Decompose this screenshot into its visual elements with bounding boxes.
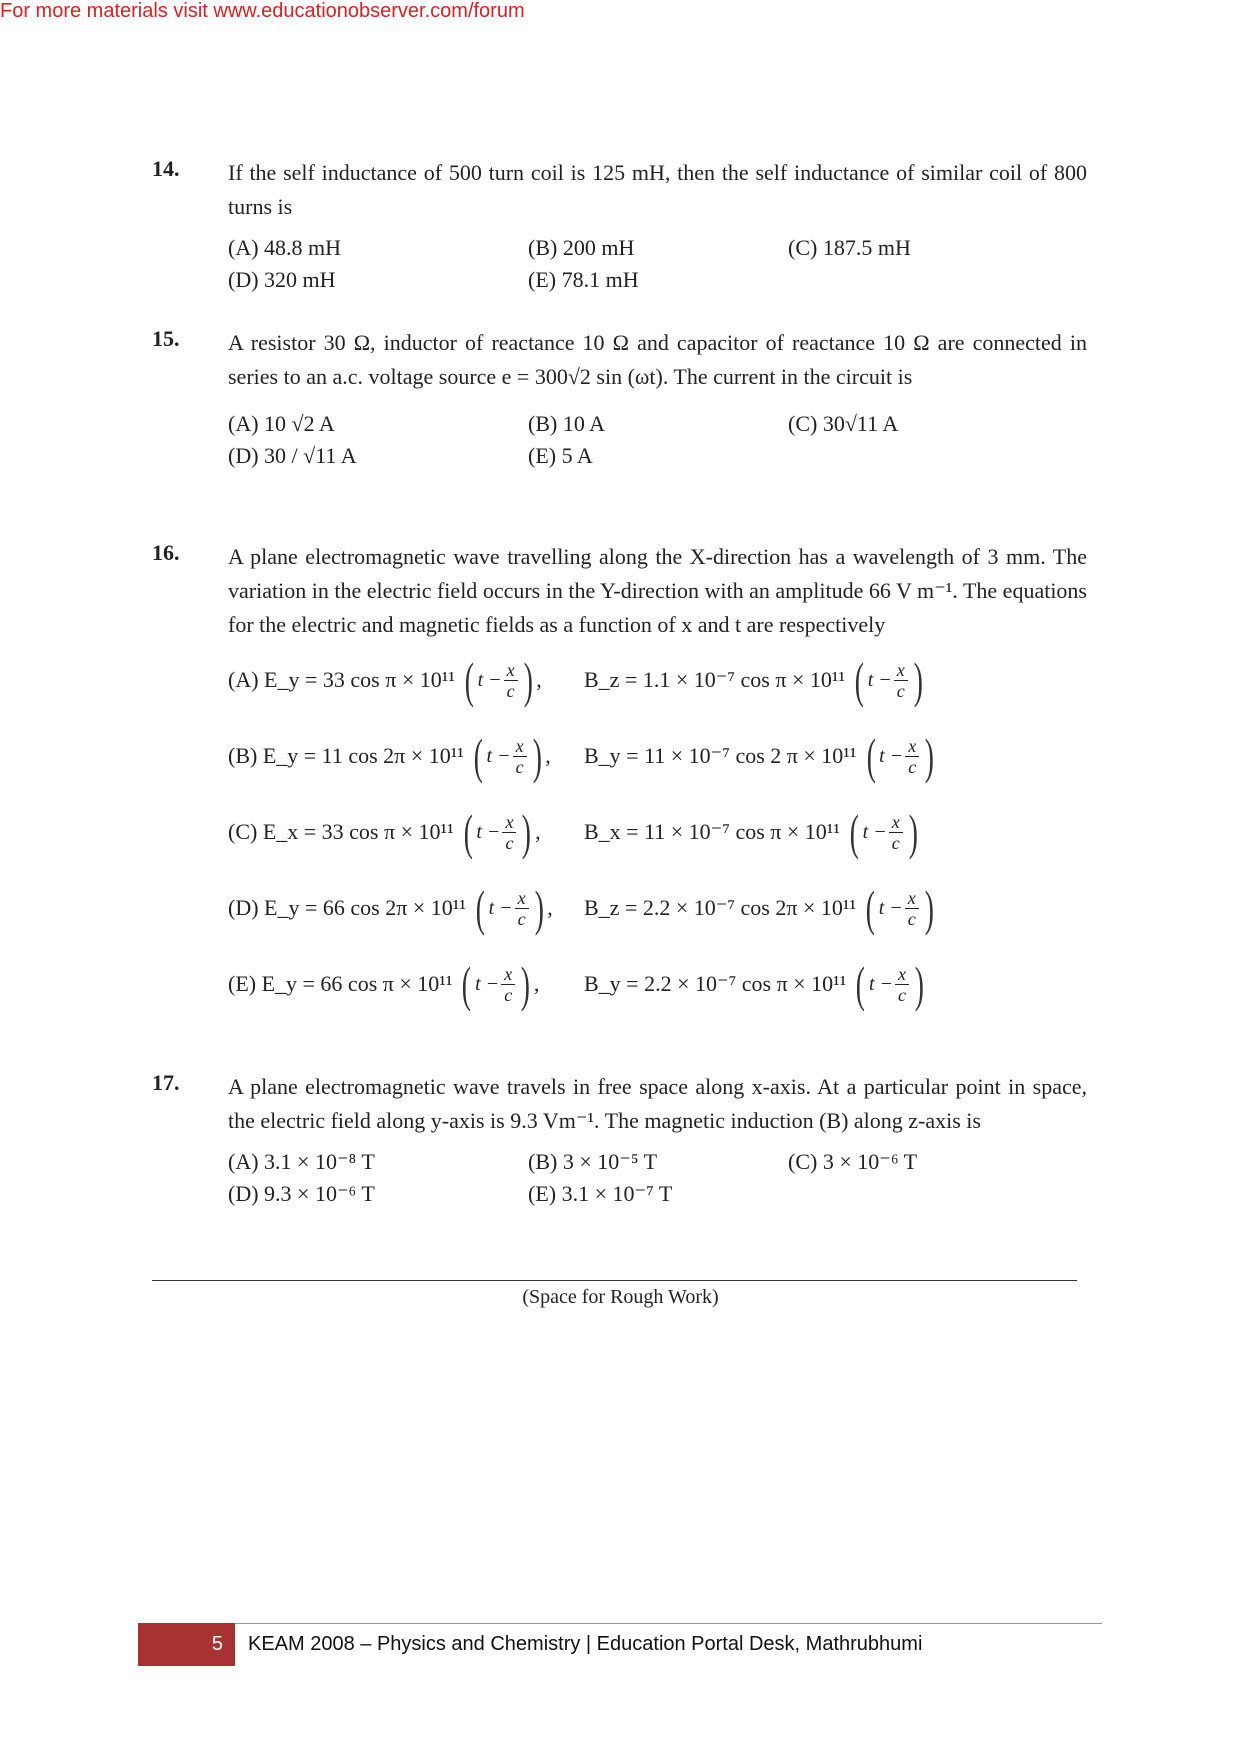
option-c: (C) 3 × 10⁻⁶ T — [788, 1149, 918, 1174]
frac-num: x — [889, 812, 903, 833]
option-b: (B) 200 mH — [528, 235, 635, 260]
option-a: (A) 48.8 mH — [228, 235, 342, 260]
paren-t: t − — [867, 668, 892, 691]
option-a: (A) 3.1 × 10⁻⁸ T — [228, 1149, 375, 1174]
e-field-expr: (B) E_y = 11 cos 2π × 10¹¹ — [228, 743, 464, 768]
paren-t: t − — [486, 744, 511, 767]
comma: , — [545, 743, 551, 768]
frac-den: c — [506, 680, 515, 701]
option-b: (B) E_y = 11 cos 2π × 10¹¹ ( t − $\frac{x}{c}$ ) , B_y = 11 × 10⁻⁷ cos 2 π × 10¹¹ ( t − $\frac{x}{c}$ ) — [228, 728, 935, 784]
footer-title: KEAM 2008 – Physics and Chemistry | Education Portal Desk, Mathrubhumi — [248, 1633, 923, 1655]
question-text: A plane electromagnetic wave travelling along the X-direction has a wavelength of 3 mm. The variation in the electric field occurs in the Y-direction with an amplitude 66 V m⁻¹. The equations for the electric and magnetic fields as a function of x and t are respectively — [228, 544, 1087, 637]
option-c: (C) 30√11 A — [788, 411, 899, 436]
frac-den: c — [907, 908, 916, 929]
paren-t: t − — [862, 820, 887, 843]
option-b: (B) 10 A — [528, 411, 605, 436]
option-d: (D) 30 / √11 A — [228, 443, 357, 468]
page-footer — [138, 1623, 1102, 1666]
paren-t: t − — [488, 896, 513, 919]
option-c: (C) E_x = 33 cos π × 10¹¹ ( t − $\frac{x}{c}$ ) , B_x = 11 × 10⁻⁷ cos π × 10¹¹ ( t − $\frac{x}{c}$ ) — [228, 804, 918, 860]
paren-t: t − — [475, 972, 500, 995]
question-16 — [152, 540, 1087, 1028]
comma: , — [547, 895, 553, 920]
question-number: 16. — [152, 540, 180, 565]
e-field-expr: (A) E_y = 33 cos π × 10¹¹ — [228, 667, 455, 692]
frac-num: x — [501, 964, 515, 985]
frac-num: x — [502, 812, 516, 833]
frac-num: x — [513, 736, 527, 757]
option-c: (C) 187.5 mH — [788, 235, 911, 260]
question-number: 15. — [152, 326, 180, 351]
frac-num: x — [895, 964, 909, 985]
paren-t: t − — [476, 820, 501, 843]
question-number: 14. — [152, 156, 180, 181]
header-link[interactable]: For more materials visit www.educationobserver.com/forum — [0, 0, 525, 22]
comma: , — [536, 667, 542, 692]
option-e: (E) E_y = 66 cos π × 10¹¹ ( t − $\frac{x}{c}$ ) , B_y = 2.2 × 10⁻⁷ cos π × 10¹¹ ( t − $\frac{x}{c}$ ) — [228, 956, 924, 1012]
b-field-expr: B_z = 2.2 × 10⁻⁷ cos 2π × 10¹¹ — [584, 895, 857, 920]
divider — [152, 1280, 1077, 1281]
question-text: A plane electromagnetic wave travels in free space along x-axis. At a particular point in space, the electric field along y-axis is 9.3 Vm⁻¹. The magnetic induction (B) along z-axis is — [228, 1074, 1087, 1133]
option-b: (B) 3 × 10⁻⁵ T — [528, 1149, 658, 1174]
b-field-expr: B_x = 11 × 10⁻⁷ cos π × 10¹¹ — [584, 819, 840, 844]
frac-den: c — [505, 832, 514, 853]
question-text: A resistor 30 Ω, inductor of reactance 10 Ω and capacitor of reactance 10 Ω are connected in series to an a.c. voltage source e = 300√2 sin (ωt). The current in the circuit is — [228, 330, 1087, 389]
frac-den: c — [908, 756, 917, 777]
frac-den: c — [515, 756, 524, 777]
frac-num: x — [504, 660, 518, 681]
question-14 — [152, 156, 1087, 296]
option-d: (D) 320 mH — [228, 267, 336, 292]
b-field-expr: B_y = 2.2 × 10⁻⁷ cos π × 10¹¹ — [584, 971, 847, 996]
option-e: (E) 5 A — [528, 443, 593, 468]
options — [228, 232, 1087, 296]
e-field-expr: (E) E_y = 66 cos π × 10¹¹ — [228, 971, 453, 996]
options — [228, 408, 1087, 472]
frac-den: c — [504, 984, 513, 1005]
e-field-expr: (D) E_y = 66 cos 2π × 10¹¹ — [228, 895, 466, 920]
question-text: If the self inductance of 500 turn coil is 125 mH, then the self inductance of similar coil of 800 turns is — [228, 160, 1087, 219]
frac-den: c — [517, 908, 526, 929]
comma: , — [533, 971, 540, 996]
question-15 — [152, 326, 1087, 472]
frac-den: c — [898, 984, 907, 1005]
paren-t: t − — [878, 896, 903, 919]
frac-num: x — [894, 660, 908, 681]
paren-t: t − — [477, 668, 502, 691]
frac-den: c — [896, 680, 905, 701]
frac-num: x — [905, 888, 919, 909]
option-e: (E) 78.1 mH — [528, 267, 639, 292]
page-number: 5 — [138, 1623, 235, 1666]
frac-den: c — [891, 832, 900, 853]
option-d: (D) E_y = 66 cos 2π × 10¹¹ ( t − $\frac{x}{c}$ ) , B_z = 2.2 × 10⁻⁷ cos 2π × 10¹¹ ( t − $\frac{x}{c}$ ) — [228, 880, 934, 936]
comma: , — [535, 819, 541, 844]
b-field-expr: B_z = 1.1 × 10⁻⁷ cos π × 10¹¹ — [584, 667, 846, 692]
e-field-expr: (C) E_x = 33 cos π × 10¹¹ — [228, 819, 454, 844]
question-17 — [152, 1070, 1087, 1210]
question-number: 17. — [152, 1070, 180, 1095]
option-a: (A) 10 √2 A — [228, 411, 335, 436]
b-field-expr: B_y = 11 × 10⁻⁷ cos 2 π × 10¹¹ — [584, 743, 857, 768]
paren-t: t − — [868, 972, 894, 995]
option-d: (D) 9.3 × 10⁻⁶ T — [228, 1181, 375, 1206]
rough-work-label: (Space for Rough Work) — [522, 1286, 719, 1308]
frac-num: x — [515, 888, 529, 909]
frac-num: x — [905, 736, 919, 757]
paren-t: t − — [879, 744, 904, 767]
options — [228, 1146, 1087, 1210]
option-e: (E) 3.1 × 10⁻⁷ T — [528, 1181, 673, 1206]
option-a: (A) E_y = 33 cos π × 10¹¹ ( t − $\frac{x}{c}$ ) , B_z = 1.1 × 10⁻⁷ cos π × 10¹¹ ( t − $\frac{x}{c}$ ) — [228, 652, 923, 708]
